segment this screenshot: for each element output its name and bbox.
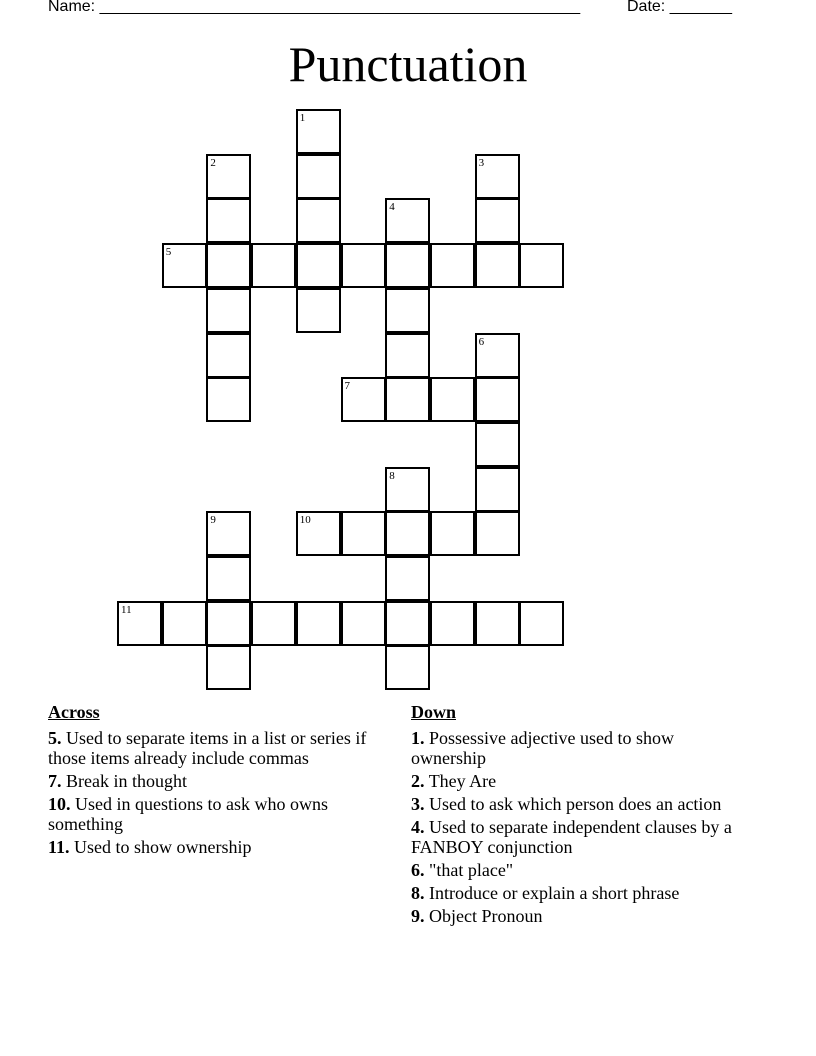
crossword-cell[interactable] <box>475 422 520 467</box>
clue-number: 11. <box>48 837 70 857</box>
crossword-cell[interactable] <box>296 288 341 333</box>
across-heading: Across <box>48 702 100 722</box>
across-clue <box>48 837 388 857</box>
crossword-cell[interactable] <box>206 288 251 333</box>
clue-number: 1. <box>411 728 425 748</box>
crossword-cell[interactable] <box>341 601 386 646</box>
clue-number: 7. <box>48 771 62 791</box>
down-clue <box>411 728 741 768</box>
crossword-cell[interactable] <box>385 243 430 288</box>
crossword-cell[interactable] <box>475 601 520 646</box>
clue-text: "that place" <box>429 860 514 880</box>
clue-text: Used to ask which person does an action <box>429 794 722 814</box>
crossword-cell[interactable] <box>385 556 430 601</box>
crossword-cell[interactable] <box>430 601 475 646</box>
puzzle-title: Punctuation <box>288 36 528 92</box>
crossword-cell[interactable] <box>206 556 251 601</box>
cell-number: 4 <box>389 201 395 214</box>
name-field-line[interactable]: Name: ______________________________________________________ <box>48 0 581 15</box>
cell-number: 5 <box>165 246 172 259</box>
crossword-cell[interactable] <box>430 511 475 556</box>
crossword-cell[interactable] <box>475 333 520 378</box>
down-clue <box>411 906 741 926</box>
cell-number: 10 <box>299 514 311 527</box>
clue-text: Used in questions to ask who owns something <box>48 794 328 834</box>
clue-text: Possessive adjective used to show ownership <box>411 728 674 768</box>
crossword-cell[interactable] <box>206 601 251 646</box>
cell-number: 3 <box>478 156 485 169</box>
crossword-cell[interactable] <box>162 243 207 288</box>
across-clue <box>48 728 388 768</box>
crossword-cell[interactable] <box>296 154 341 199</box>
crossword-cell[interactable] <box>385 198 430 243</box>
clue-text: Used to show ownership <box>74 837 252 857</box>
crossword-cell[interactable] <box>385 288 430 333</box>
clue-text: They Are <box>428 771 497 791</box>
down-clues <box>411 702 741 929</box>
crossword-cell[interactable] <box>296 511 341 556</box>
clue-text: Introduce or explain a short phrase <box>429 883 680 903</box>
crossword-cell[interactable] <box>385 511 430 556</box>
clue-number: 2. <box>411 771 425 791</box>
crossword-cell[interactable] <box>206 198 251 243</box>
crossword-cell[interactable] <box>430 377 475 422</box>
crossword-cell[interactable] <box>475 198 520 243</box>
crossword-cell[interactable] <box>296 243 341 288</box>
crossword-cell[interactable] <box>430 243 475 288</box>
crossword-cell[interactable] <box>296 601 341 646</box>
crossword-cell[interactable] <box>206 154 251 199</box>
clue-text: Break in thought <box>66 771 187 791</box>
across-clues <box>48 702 388 860</box>
crossword-cell[interactable] <box>341 243 386 288</box>
down-clue <box>411 771 741 791</box>
down-clue <box>411 817 741 857</box>
clue-text: Used to separate independent clauses by a FANBOY conjunction <box>411 817 732 857</box>
cell-number: 7 <box>344 380 350 393</box>
crossword-cell[interactable] <box>519 243 564 288</box>
crossword-cell[interactable] <box>475 511 520 556</box>
crossword-cell[interactable] <box>206 333 251 378</box>
cell-number: 6 <box>478 335 485 348</box>
crossword-cell[interactable] <box>341 377 386 422</box>
crossword-cell[interactable] <box>475 377 520 422</box>
down-heading: Down <box>411 702 457 722</box>
clue-number: 9. <box>411 906 425 926</box>
crossword-cell[interactable] <box>385 601 430 646</box>
clue-number: 4. <box>411 817 425 837</box>
cell-number: 9 <box>210 514 216 527</box>
crossword-cell[interactable] <box>385 333 430 378</box>
crossword-cell[interactable] <box>519 601 564 646</box>
clue-number: 3. <box>411 794 425 814</box>
across-clue <box>48 794 388 834</box>
clue-number: 10. <box>48 794 71 814</box>
down-clue <box>411 860 741 880</box>
crossword-cell[interactable] <box>162 601 207 646</box>
crossword-cell[interactable] <box>251 601 296 646</box>
crossword-cell[interactable] <box>296 198 341 243</box>
clue-number: 5. <box>48 728 62 748</box>
crossword-cell[interactable] <box>385 377 430 422</box>
crossword-cell[interactable] <box>206 645 251 690</box>
crossword-cell[interactable] <box>296 109 341 154</box>
down-clue <box>411 794 741 814</box>
crossword-cell[interactable] <box>475 154 520 199</box>
across-clue <box>48 771 388 791</box>
crossword-cell[interactable] <box>206 511 251 556</box>
clue-number: 6. <box>411 860 425 880</box>
clue-text: Used to separate items in a list or series if those items already include commas <box>48 728 367 768</box>
crossword-cell[interactable] <box>341 511 386 556</box>
clue-text: Object Pronoun <box>429 906 543 926</box>
crossword-cell[interactable] <box>475 243 520 288</box>
crossword-cell[interactable] <box>117 601 162 646</box>
crossword-cell[interactable] <box>475 467 520 512</box>
crossword-cell[interactable] <box>251 243 296 288</box>
crossword-cell[interactable] <box>385 467 430 512</box>
crossword-cell[interactable] <box>206 377 251 422</box>
cell-number: 1 <box>299 112 306 124</box>
date-field-line[interactable]: Date: _______ <box>627 0 732 15</box>
down-clue <box>411 883 741 903</box>
cell-number: 11 <box>121 603 132 616</box>
crossword-cell[interactable] <box>385 645 430 690</box>
clue-number: 8. <box>411 883 425 903</box>
cell-number: 8 <box>389 469 395 482</box>
crossword-cell[interactable] <box>206 243 251 288</box>
cell-number: 2 <box>210 156 216 169</box>
